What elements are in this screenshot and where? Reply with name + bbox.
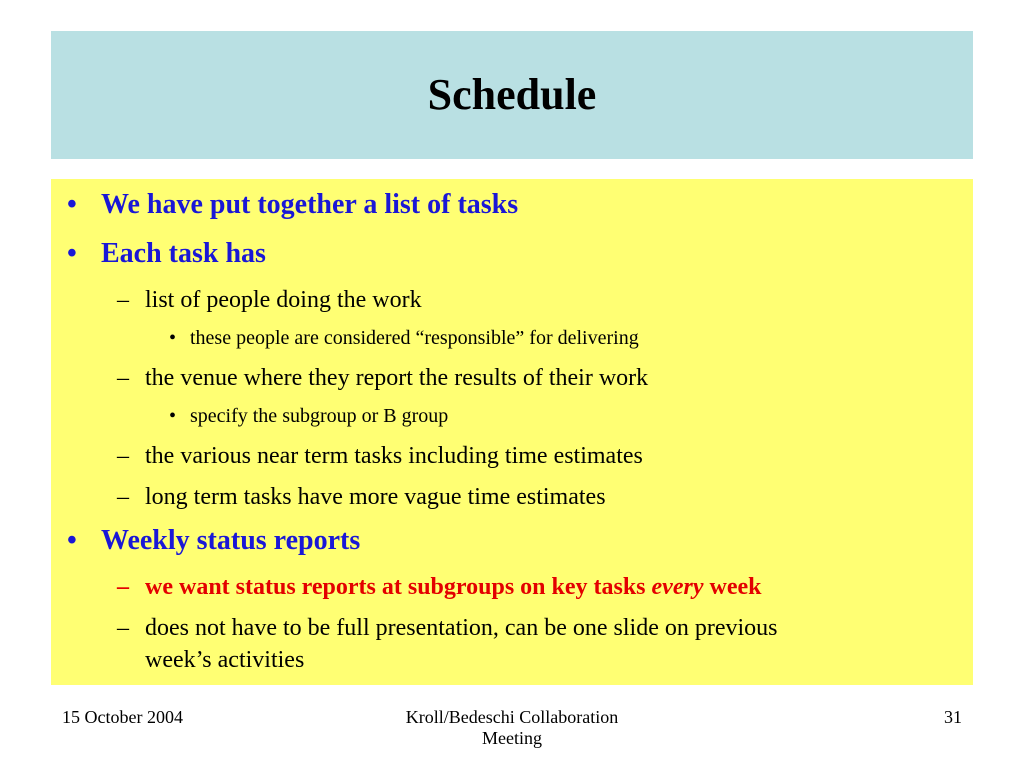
subsub-item-text: specify the subgroup or B group	[190, 405, 449, 427]
bullet-marker: •	[169, 327, 177, 349]
dash-marker: –	[117, 365, 129, 391]
sub-item-text: long term tasks have more vague time estimates	[145, 484, 606, 510]
sub-item-text: the various near term tasks including time estimates	[145, 443, 643, 469]
sub-item-text-post: week	[703, 574, 762, 600]
sub-item-text-line1: does not have to be full presentation, can be one slide on previous	[145, 615, 778, 641]
emphasis-every: every	[651, 574, 704, 600]
bullet-marker: •	[67, 238, 77, 269]
content-box	[51, 179, 973, 685]
subsub-item-text: these people are considered “responsible” for delivering	[190, 327, 639, 349]
bullet-text: Each task has	[101, 238, 266, 269]
footer-center	[362, 707, 662, 749]
bullet-text: We have put together a list of tasks	[101, 189, 519, 220]
dash-marker: –	[117, 615, 129, 641]
bullet-text: Weekly status reports	[101, 525, 361, 556]
dash-marker: –	[117, 287, 129, 313]
dash-marker: –	[117, 443, 129, 469]
sub-item-text: the venue where they report the results of their work	[145, 365, 649, 391]
dash-marker: –	[117, 484, 129, 510]
footer-center-line1: Kroll/Bedeschi Collaboration	[405, 707, 619, 727]
sub-item-text-pre: we want status reports at subgroups on key tasks	[145, 574, 652, 600]
bullet-marker: •	[67, 189, 77, 220]
footer-date: 15 October 2004	[62, 707, 183, 727]
footer-page-number: 31	[944, 707, 962, 727]
footer-center-line2: Meeting	[482, 728, 542, 748]
bullet-marker: •	[169, 405, 177, 427]
bullet-marker: •	[67, 525, 77, 556]
sub-item-text-line2: week’s activities	[145, 647, 305, 673]
sub-item-text: list of people doing the work	[145, 287, 422, 313]
slide-title: Schedule	[427, 69, 597, 119]
title-box	[51, 31, 973, 159]
sub-item-text	[145, 574, 761, 601]
dash-marker: –	[117, 574, 129, 600]
